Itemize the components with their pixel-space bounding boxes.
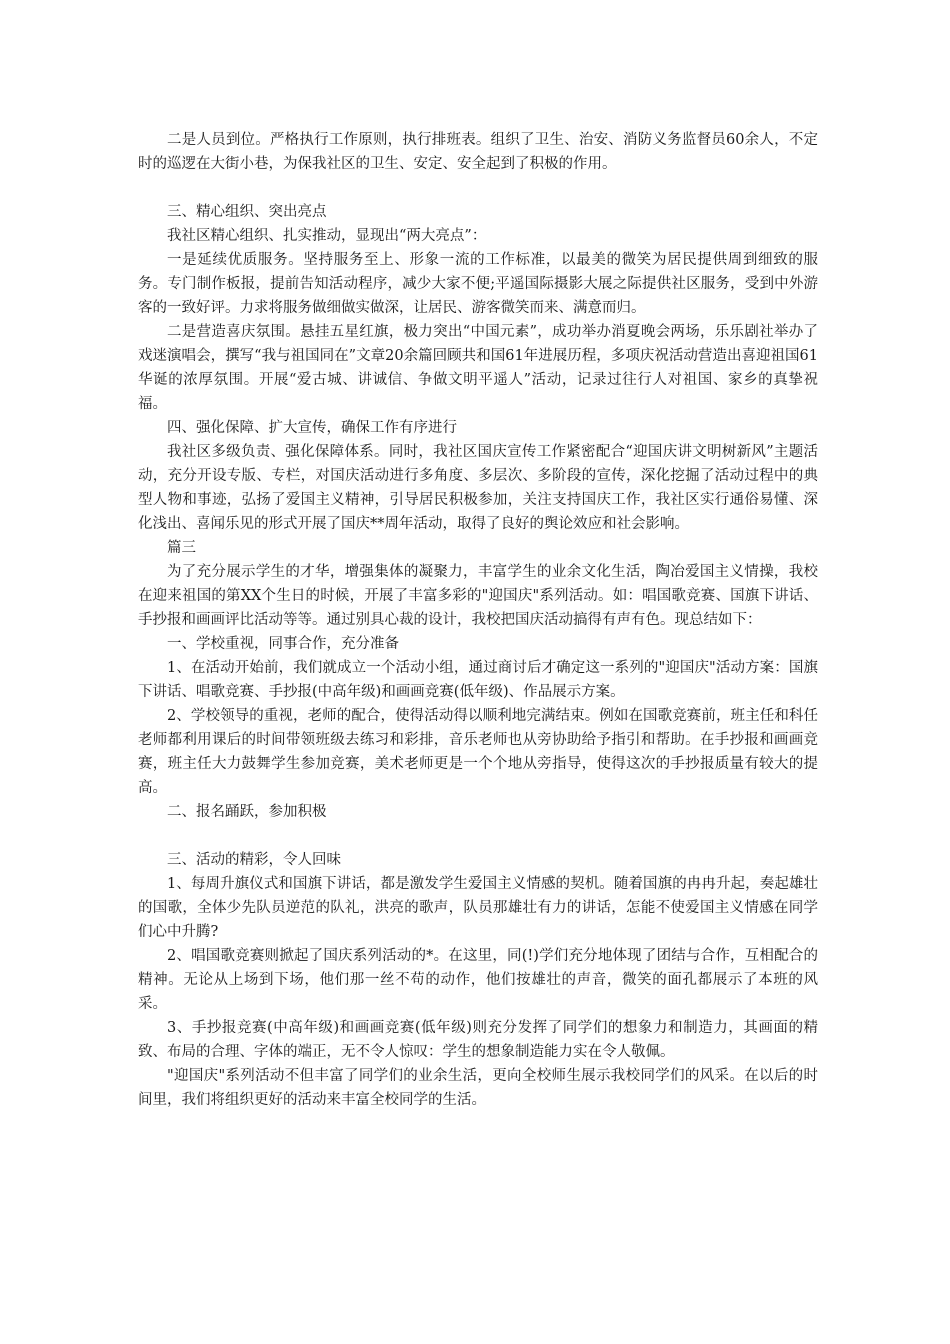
paragraph-school-3-1: 1、每周升旗仪式和国旗下讲话，都是激发学生爱国主义情感的契机。随着国旗的冉冉升起，奏起雄壮的国歌，全体少先队员逆范的队礼，洪亮的歌声，队员那雄壮有力的讲话，怎能不使爱国主义情感在同学们心中升腾? [138, 876, 818, 940]
heading-section-4: 四、强化保障、扩大宣传，确保工作有序进行 [167, 420, 457, 436]
paragraph-intro: 为了充分展示学生的才华，增强集体的凝聚力，丰富学生的业余文化生活，陶冶爱国主义情操，我校在迎来祖国的第XX个生日的时候，开展了丰富多彩的"迎国庆"系列活动。如：唱国歌竞赛、国旗下讲话、手抄报和画画评比活动等等。通过别具心裁的设计，我校把国庆活动搞得有声有色。现总结如下： [138, 564, 818, 628]
paragraph-school-1-1: 1、在活动开始前，我们就成立一个活动小组，通过商讨后才确定这一系列的"迎国庆"活动方案：国旗下讲话、唱歌竞赛、手抄报(中高年级)和画画竞赛(低年级)、作品展示方案。 [138, 660, 818, 700]
heading-section-3: 三、精心组织、突出亮点 [167, 204, 327, 220]
paragraph-two-highlights: 我社区精心组织、扎实推动，显现出“两大亮点”： [167, 228, 487, 244]
paragraph-staff: 二是人员到位。严格执行工作原则，执行排班表。组织了卫生、治安、消防义务监督员60余人，不定时的巡逻在大街小巷，为保我社区的卫生、安定、安全起到了积极的作用。 [138, 132, 818, 172]
paragraph-school-3-3: 3、手抄报竞赛(中高年级)和画画竞赛(低年级)则充分发挥了同学们的想象力和制造力，其画面的精致、布局的合理、字体的端正，无不令人惊叹：学生的想象制造能力实在令人敬佩。 [138, 1020, 818, 1060]
heading-part-3: 篇三 [167, 540, 196, 556]
heading-school-3: 三、活动的精彩，令人回味 [167, 852, 341, 868]
paragraph-school-1-2: 2、学校领导的重视，老师的配合，使得活动得以顺利地完满结束。例如在国歌竞赛前，班主任和科任老师都利用课后的时间带领班级去练习和彩排，音乐老师也从旁协助给予指引和帮助。在手抄报和画画竞赛，班主任大力鼓舞学生参加竞赛，美术老师更是一个个地从旁指导，使得这次的手抄报质量有较大的提高。 [138, 708, 818, 796]
paragraph-school-3-2: 2、唱国歌竞赛则掀起了国庆系列活动的*。在这里，同(!)学们充分地体现了团结与合作，互相配合的精神。无论从上场到下场，他们那一丝不苟的动作，他们按雄壮的声音，微笑的面孔都展示了本班的风采。 [138, 948, 818, 1012]
blank-line [138, 176, 818, 200]
blank-line [138, 824, 818, 848]
paragraph-conclusion: "迎国庆"系列活动不但丰富了同学们的业余生活，更向全校师生展示我校同学们的风采。在以后的时间里，我们将组织更好的活动来丰富全校同学的生活。 [138, 1068, 818, 1108]
heading-school-2: 二、报名踊跃，参加积极 [167, 804, 327, 820]
heading-school-1: 一、学校重视，同事合作，充分准备 [167, 636, 399, 652]
paragraph-publicity: 我社区多级负责、强化保障体系。同时，我社区国庆宣传工作紧密配合“迎国庆讲文明树新风”主题活动，充分开设专版、专栏，对国庆活动进行多角度、多层次、多阶段的宣传，深化挖掘了活动过程中的典型人物和事迹，弘扬了爱国主义精神，引导居民积极参加，关注支持国庆工作，我社区实行通俗易懂、深化浅出、喜闻乐见的形式开展了国庆**周年活动，取得了良好的舆论效应和社会影响。 [138, 444, 818, 532]
document-body [138, 128, 818, 1112]
paragraph-festive-atmosphere: 二是营造喜庆氛围。悬挂五星红旗，极力突出“中国元素”，成功举办消夏晚会两场，乐乐剧社举办了戏迷演唱会，撰写“我与祖国同在”文章20余篇回顾共和国61年进展历程，多项庆祝活动营造出喜迎祖国61华诞的浓厚氛围。开展“爱古城、讲诚信、争做文明平遥人”活动，记录过往行人对祖国、家乡的真挚祝福。 [138, 324, 818, 412]
paragraph-quality-service: 一是延续优质服务。坚持服务至上、形象一流的工作标准，以最美的微笑为居民提供周到细致的服务。专门制作板报，提前告知活动程序，减少大家不便;平遥国际摄影大展之际提供社区服务，受到中外游客的一致好评。力求将服务做细做实做深，让居民、游客微笑而来、满意而归。 [138, 252, 818, 316]
